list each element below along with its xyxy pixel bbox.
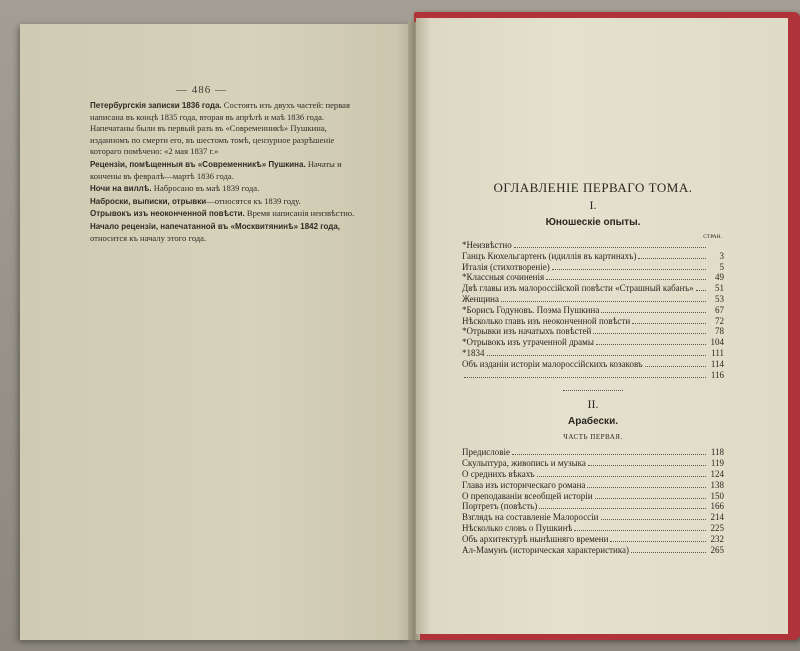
dot-leader [631, 545, 706, 553]
dot-leader [501, 294, 706, 302]
section-1-list [462, 240, 724, 380]
toc-entry-page: 5 [719, 261, 724, 272]
entry-heading: Ночи на виллѣ. [90, 184, 152, 194]
toc-entry-title: Скульптура, живопись и музыка [462, 458, 586, 469]
entry-heading: Петербургскія записки 1836 года. [90, 101, 222, 110]
toc-entry-page: 265 [710, 544, 724, 555]
dot-leader [596, 337, 706, 345]
left-page-text [90, 100, 360, 245]
dot-leader [514, 240, 706, 248]
entry-text: Время написанія неизвѣстно. [244, 208, 355, 219]
toc-entry-page: 150 [710, 490, 724, 501]
entry-heading: Рецензіи, помѣщенныя въ «Современникѣ» Пушкина. [90, 159, 306, 169]
dot-leader [552, 262, 706, 270]
toc-entry [462, 348, 724, 359]
toc-entry-title: Предисловіе [462, 447, 511, 458]
entry-heading: Начало рецензіи, напечатанной въ «Москвитянинѣ» 1842 года, [90, 221, 341, 231]
toc-entry-title: Ал-Мамунъ (историческая характеристика) [462, 544, 630, 555]
toc-entry-page: 116 [710, 369, 724, 380]
left-entry [90, 208, 360, 220]
dot-leader [610, 534, 706, 542]
toc-entry [462, 370, 724, 381]
toc-entry [462, 447, 724, 458]
dot-leader [587, 480, 706, 488]
toc-entry-page: 225 [710, 522, 724, 533]
dot-leader [696, 283, 706, 291]
toc-entry [462, 294, 724, 305]
entry-text: Начаты и кончены въ февралѣ—мартѣ 1836 года. [90, 158, 342, 181]
toc-entry [462, 469, 724, 480]
toc-entry-page: 3 [719, 250, 724, 261]
toc-entry-page: 118 [710, 447, 724, 458]
toc-entry-page: 232 [710, 533, 724, 544]
toc-entry [462, 283, 724, 294]
section-heading: Арабески. [568, 416, 618, 428]
toc-entry-title: *Неизвѣстно [462, 240, 512, 250]
toc-entry-page: 49 [715, 272, 724, 283]
toc-entry-page: 114 [710, 358, 724, 369]
toc-entry-page: 119 [710, 458, 724, 469]
entry-text: Состоять изъ двухъ частей: первая написана въ концѣ 1835 года, вторая въ апрѣлѣ и маѣ 1836 года. Напечатаны были въ первый разъ въ «Современникѣ» Пушкина, изданномъ по смерти его, въ шестомъ томѣ, цензурное разрѣшеніе котораго помѣчено: «2 мая 1837 г.» [90, 100, 350, 157]
left-entry [90, 196, 360, 208]
toc-entry [462, 458, 724, 469]
section-numeral: II. [587, 397, 599, 412]
toc-entry [462, 305, 724, 316]
toc-entry-title: *Борисъ Годуновъ. Поэма Пушкина [462, 304, 600, 315]
toc-entry-title: *Отрывки изъ начатыхъ повѣстей [462, 326, 592, 337]
toc-entry-page: 104 [710, 337, 724, 348]
toc-entry-page: 214 [710, 512, 724, 523]
entry-text: относится къ началу этого года. [90, 232, 207, 243]
toc-entry [462, 326, 724, 337]
toc-entry [462, 491, 724, 502]
dot-leader [574, 523, 706, 531]
dot-leader [632, 316, 706, 324]
toc-entry-title: Нѣсколько словъ о Пушкинѣ [462, 522, 573, 533]
toc-entry [462, 240, 724, 251]
toc-entry-page: 51 [715, 283, 724, 294]
toc-entry-title: Портретъ (повѣсть) [462, 501, 538, 512]
dot-leader [601, 512, 707, 520]
toc-entry-title: Женщина [462, 293, 499, 304]
page-number: — 486 — [176, 84, 227, 96]
dot-leader [588, 458, 706, 466]
toc-entry-title: О среднихъ вѣкахъ [462, 468, 535, 479]
entry-text: —относятся къ 1839 году. [206, 195, 301, 206]
toc-entry [462, 337, 724, 348]
dot-leader [464, 370, 706, 378]
dot-leader [539, 501, 706, 509]
toc-entry-title: О преподаваніи всеобщей исторіи [462, 490, 593, 501]
toc-entry-title: Ганцъ Кюхельгартенъ (идиллія въ картинахъ) [462, 250, 637, 261]
toc-entry-page: 111 [711, 347, 724, 358]
left-entry [90, 159, 360, 182]
entry-heading: Наброски, выписки, отрывки [90, 196, 207, 206]
toc-entry [462, 512, 724, 523]
toc-entry-page: 124 [710, 468, 724, 479]
dot-leader [638, 251, 706, 259]
toc-entry [462, 316, 724, 327]
dot-leader [512, 447, 706, 455]
toc-entry [462, 534, 724, 545]
section-2-list [462, 447, 724, 555]
dot-leader [595, 491, 706, 499]
toc-entry-title: *Классныя сочиненія [462, 272, 545, 283]
entry-heading: Отрывокъ изъ неоконченной повѣсти. [90, 209, 245, 219]
toc-entry-page: 138 [710, 479, 724, 490]
toc-title: ОГЛАВЛЕНІЕ ПЕРВАГО ТОМА. [493, 180, 693, 195]
toc-entry-title: *1834 [462, 347, 485, 358]
toc-entry [462, 262, 724, 273]
toc-entry-page: 166 [710, 501, 724, 512]
toc-entry [462, 480, 724, 491]
toc-entry-title: Глава изъ историческаго романа [462, 479, 586, 490]
dot-leader [593, 326, 706, 334]
section-divider [563, 390, 623, 391]
toc-entry [462, 251, 724, 262]
toc-entry-title: Италія (стихотвореніе) [462, 261, 550, 272]
toc-entry-page: 72 [715, 315, 724, 326]
dot-leader [645, 359, 706, 367]
toc-entry [462, 545, 724, 556]
toc-entry-title: Объ изданіи исторіи малороссійскихъ козаковъ [462, 358, 643, 369]
dot-leader [487, 348, 707, 356]
section-numeral: I. [589, 198, 597, 212]
dot-leader [537, 469, 706, 477]
toc-entry-title: Нѣсколько главъ изъ неоконченной повѣсти [462, 315, 631, 326]
toc-entry-title: Взглядъ на составленіе Малороссіи [462, 512, 599, 523]
section-heading: Юношескіе опыты. [545, 217, 641, 228]
table-of-contents [462, 180, 724, 555]
toc-entry-page: 78 [715, 326, 724, 337]
section-subheading: ЧАСТЬ ПЕРВАЯ. [563, 433, 623, 442]
left-entry [90, 221, 360, 244]
toc-entry [462, 272, 724, 283]
toc-entry-title: Объ архитектурѣ нынѣшняго времени [462, 533, 609, 544]
toc-entry [462, 501, 724, 512]
left-entry [90, 183, 360, 195]
toc-entry-page: 67 [715, 304, 724, 315]
toc-entry-page: 53 [715, 293, 724, 304]
toc-entry [462, 523, 724, 534]
toc-entry-title: *Отрывокъ изъ утраченной драмы [462, 337, 594, 348]
toc-entry-title: Двѣ главы изъ малороссійской повѣсти «Страшный кабанъ» [462, 283, 694, 294]
page-column-label: СТРАН. [703, 234, 722, 240]
toc-entry [462, 359, 724, 370]
dot-leader [601, 305, 706, 313]
entry-text: Набросано въ маѣ 1839 года. [151, 183, 260, 194]
left-entry [90, 100, 360, 158]
dot-leader [546, 272, 706, 280]
